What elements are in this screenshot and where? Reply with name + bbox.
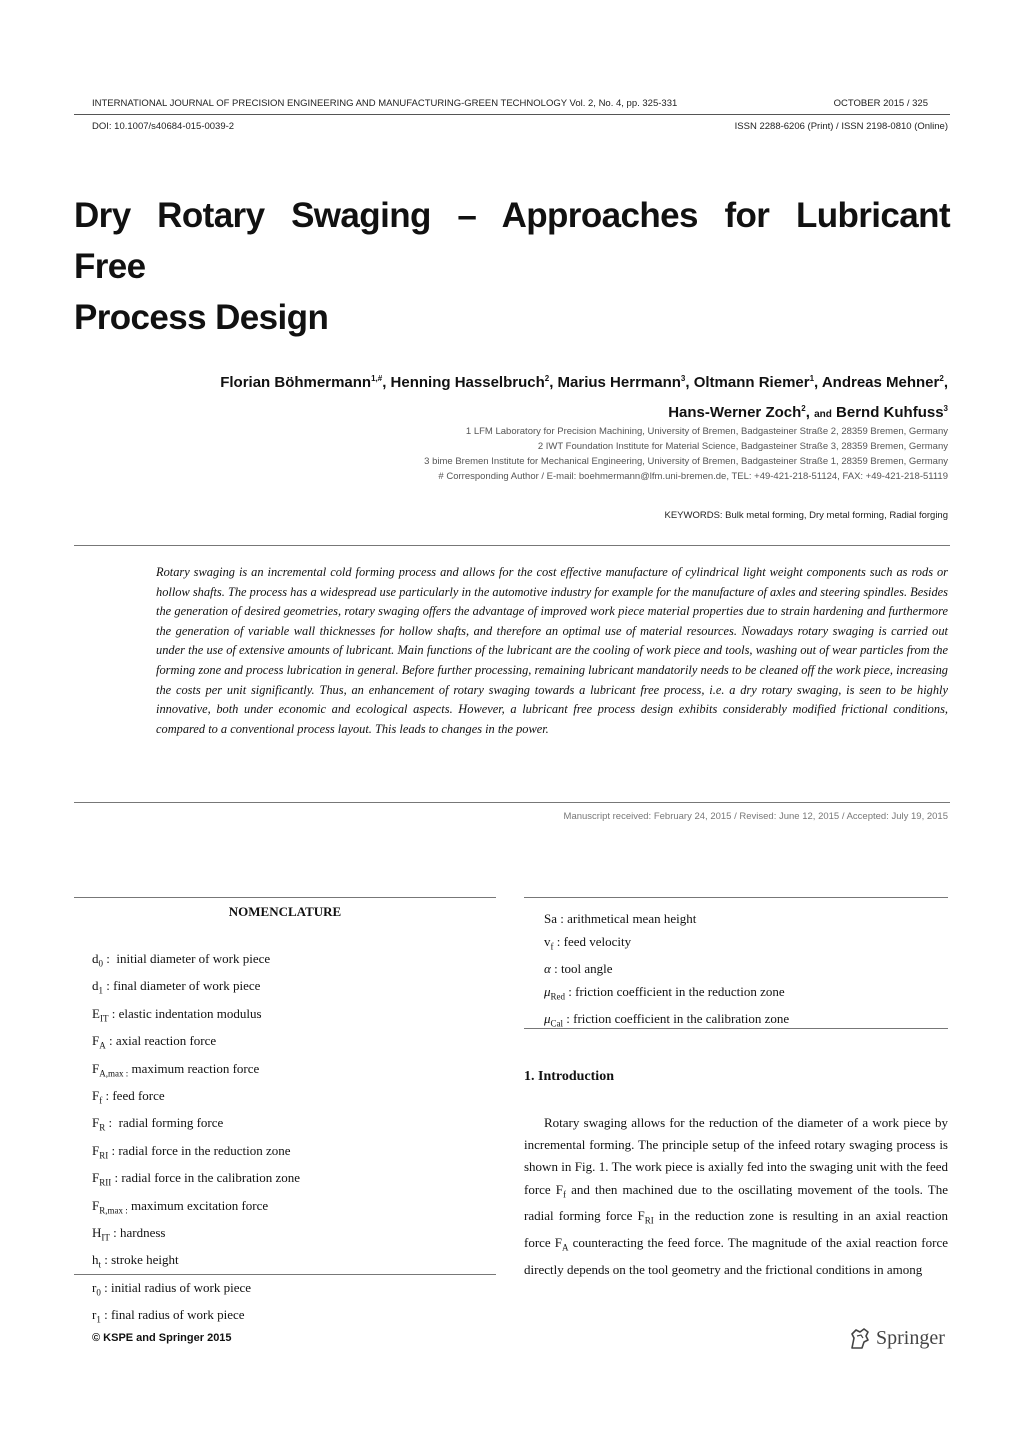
nomenclature-symbol: F: [92, 1142, 100, 1158]
nomenclature-item: [544, 908, 789, 931]
nomenclature-symbol: H: [92, 1224, 102, 1240]
nomenclature-description: : stroke height: [101, 1252, 179, 1268]
nomenclature-description: : initial radius of work piece: [100, 1279, 252, 1295]
nomenclature-description: maximum reaction force: [128, 1060, 260, 1076]
nomenclature-item: [92, 1058, 300, 1085]
nomenclature-symbol: α: [544, 961, 551, 977]
intro-text: in the reduction zone is resulting in an axial reaction force F: [524, 1208, 948, 1251]
affiliation-2: 2 IWT Foundation Institute for Material Science, Badgasteiner Straße 3, 28359 Bremen, Germany: [537, 441, 948, 452]
nomenclature-item: [92, 1140, 300, 1167]
nomenclature-item: [92, 1003, 300, 1030]
nomenclature-bottom-rule: [74, 1274, 496, 1275]
nomenclature-subscript: 1: [98, 985, 103, 996]
nomenclature-description: : final radius of work piece: [100, 1307, 245, 1323]
nomenclature-description: : radial force in the reduction zone: [108, 1142, 291, 1158]
intro-sub: A: [562, 1242, 569, 1253]
nomenclature-item: [92, 1030, 300, 1057]
nomenclature-subscript: 1: [96, 1314, 101, 1325]
nomenclature-symbol: F: [92, 1197, 100, 1213]
abstract: Rotary swaging is an incremental cold forming process and allows for the cost effective manufacture of cylindrical light weight components such as rods or hollow shafts. The process has a widespread use particularly in the automotive industry for example for the manufacture of axles and steering spindles. Besides the generation of desired geometries, rotary swaging offers the advantage of improved work piece material properties due to strain hardening and furthermore the generation of variable wall thicknesses for hollow shafts, and therefore an optimal use of material resources. Nowadays rotary swaging is carried out under the use of extensive amounts of lubricant. Main functions of the lubricant are the cooling of work piece and tools, washing out of wear particles from the forming zone and process lubrication in general. Before further processing, remaining lubricant mandatorily needs to be cleaned off the work piece, increasing the costs per unit significantly. Thus, an enhancement of rotary swaging towards a lubricant free process, i.e. a dry rotary swaging, is seen to be highly innovative, both under economic and ecological aspects. However, a lubricant free process design exhibits considerably modified frictional conditions, compared to a conventional process layout. This leads to changes in the power.: [156, 565, 948, 736]
nomenclature-subscript: R: [99, 1122, 106, 1133]
issn: ISSN 2288-6206 (Print) / ISSN 2198-0810 (Online): [734, 121, 948, 132]
keywords: KEYWORDS: Bulk metal forming, Dry metal forming, Radial forging: [664, 510, 948, 521]
nomenclature-item: [92, 1304, 300, 1331]
author-name: Andreas Mehner: [821, 374, 940, 391]
nomenclature-description: : axial reaction force: [105, 1033, 217, 1049]
nomenclature-subscript: Cal: [550, 1018, 564, 1029]
nomenclature-description: : friction coefficient in the reduction zone: [565, 983, 785, 999]
nomenclature-symbol: F: [92, 1170, 100, 1186]
date-page: OCTOBER 2015 / 325: [833, 98, 928, 109]
author-name: Florian Böhmermann: [220, 374, 372, 391]
author-name: Oltmann Riemer: [693, 374, 810, 391]
nomenclature-item: [544, 1008, 789, 1035]
author-and: and: [814, 409, 832, 420]
nomenclature-item: [92, 1277, 300, 1304]
nomenclature-symbol: F: [92, 1115, 100, 1131]
nomenclature-symbol: v: [544, 933, 551, 949]
author-name: Hans-Werner Zoch: [668, 404, 802, 421]
nomenclature-item: [92, 1222, 300, 1249]
nomenclature-subscript: A: [99, 1040, 106, 1051]
nomenclature-symbol: d: [92, 978, 99, 994]
nomenclature-description: maximum excitation force: [127, 1197, 269, 1213]
author-sup: 3: [943, 404, 948, 413]
introduction-paragraph: [524, 1112, 948, 1281]
nomenclature-description: : radial force in the calibration zone: [111, 1170, 301, 1186]
nomenclature-subscript: f: [550, 941, 554, 952]
doi: DOI: 10.1007/s40684-015-0039-2: [92, 121, 235, 132]
nomenclature-subscript: f: [99, 1095, 103, 1106]
affiliation-1: 1 LFM Laboratory for Precision Machining, University of Bremen, Badgasteiner Straße 2, 28359 Bremen, Germany: [465, 426, 948, 437]
nomenclature-description: : friction coefficient in the calibration zone: [563, 1011, 790, 1027]
header-rule: [74, 114, 950, 115]
springer-horse-icon: [848, 1326, 872, 1352]
nomenclature-subscript: t: [98, 1259, 102, 1270]
corresponding-author: # Corresponding Author / E-mail: boehmermann@lfm.uni-bremen.de, TEL: +49-421-218-51124, FAX: +49-421-218-51119: [438, 471, 948, 482]
nomenclature-item: [544, 931, 789, 958]
author-name: Marius Herrmann: [557, 374, 681, 391]
nomenclature-subscript: IT: [99, 1013, 109, 1024]
author-name: Bernd Kuhfuss: [836, 404, 944, 421]
nomenclature-symbol: E: [92, 1005, 100, 1021]
nomenclature-description: : arithmetical mean height: [557, 911, 697, 926]
paper-title: [74, 190, 950, 343]
abstract-top-rule: [74, 545, 950, 546]
nomenclature-item: [92, 1085, 300, 1112]
nomenclature-symbol: F: [92, 1033, 100, 1049]
right-top-rule: [524, 897, 948, 898]
nomenclature-symbol: r: [92, 1307, 97, 1323]
section-heading: 1. Introduction: [524, 1069, 614, 1084]
nomenclature-subscript: Red: [550, 991, 566, 1002]
nomenclature-item: [92, 1112, 300, 1139]
author-sup: 2: [801, 404, 806, 413]
affiliation-3: 3 bime Bremen Institute for Mechanical Engineering, University of Bremen, Badgasteiner Straße 1, 28359 Bremen, Germany: [424, 456, 948, 467]
title-line-1: Dry Rotary Swaging – Approaches for Lubricant Free: [74, 196, 950, 286]
nomenclature-description: : hardness: [109, 1224, 166, 1240]
nomenclature-description: : initial diameter of work piece: [103, 951, 271, 966]
nomenclature-description: : elastic indentation modulus: [108, 1005, 262, 1021]
nomenclature-subscript: 0: [96, 1287, 101, 1298]
nomenclature-top-rule: [74, 897, 496, 898]
nomenclature-item: [92, 1195, 300, 1222]
intro-text: counteracting the feed force. The magnitude of the axial reaction force directly depends on the tool geometry and the frictional conditions in among: [524, 1235, 948, 1277]
author-name: Henning Hasselbruch: [390, 374, 545, 391]
nomenclature-item: [92, 1249, 300, 1276]
intro-text: and then machined due to the oscillating movement of the tools. The radial forming force F: [524, 1181, 949, 1224]
nomenclature-description: : radial forming force: [105, 1115, 224, 1131]
journal-header: INTERNATIONAL JOURNAL OF PRECISION ENGINEERING AND MANUFACTURING-GREEN TECHNOLOGY Vol. 2, No. 4, pp. 325-331: [92, 98, 678, 109]
title-line-2: Process Design: [74, 298, 329, 337]
nomenclature-item: [544, 958, 789, 981]
author-sup: 1: [809, 374, 815, 383]
manuscript-dates: Manuscript received: February 24, 2015 / Revised: June 12, 2015 / Accepted: July 19, 2015: [563, 811, 948, 822]
nomenclature-symbol: F: [92, 1087, 100, 1103]
intro-sub: f: [563, 1189, 567, 1200]
nomenclature-item: [92, 948, 300, 975]
nomenclature-symbol: d: [92, 951, 99, 966]
intro-text: Rotary swaging allows for the reduction of the diameter of a work piece by incremental forming. The principle setup of the infeed rotary swaging process is shown in Fig. 1. The work piece is axially fed into the swaging unit with the feed force F: [524, 1115, 948, 1197]
author-sup: 2: [939, 374, 944, 383]
author-sup: 3: [680, 374, 686, 383]
nomenclature-description: : feed velocity: [553, 933, 632, 949]
nomenclature-subscript: IT: [101, 1232, 110, 1243]
nomenclature-list-right: [544, 908, 789, 1036]
springer-logo: Springer: [876, 1327, 945, 1349]
nomenclature-title: NOMENCLATURE: [228, 904, 342, 919]
nomenclature-description: : feed force: [102, 1087, 165, 1103]
nomenclature-symbol: r: [92, 1279, 97, 1295]
copyright: © KSPE and Springer 2015: [92, 1332, 232, 1344]
right-bottom-rule: [524, 1028, 948, 1029]
intro-sub: RI: [644, 1216, 654, 1226]
author-sup: 1,#: [371, 374, 383, 383]
author-sup: 2: [544, 374, 550, 383]
nomenclature-subscript: RI: [99, 1150, 109, 1161]
nomenclature-symbol: μ: [544, 1011, 551, 1027]
nomenclature-item: [544, 981, 789, 1008]
nomenclature-symbol: Sa: [544, 911, 557, 926]
nomenclature-subscript: A,max :: [99, 1068, 129, 1079]
nomenclature-item: [92, 1167, 300, 1194]
nomenclature-symbol: μ: [544, 983, 551, 999]
nomenclature-symbol: h: [92, 1252, 99, 1268]
abstract-bottom-rule: [74, 802, 950, 803]
nomenclature-subscript: R,max :: [99, 1205, 128, 1216]
author-list: Florian Böhmermann$^{1,\#}$, Henning Hasselbruch$^2$, Marius Herrmann$^3$, Oltmann Riemer$^1$, Andreas Mehner$^2$, Hans-Werner Zoch$^2$, and Bernd Kuhfuss$^3$: [220, 374, 948, 421]
nomenclature-subscript: 0: [98, 958, 103, 969]
nomenclature-symbol: F: [92, 1060, 100, 1076]
nomenclature-description: : tool angle: [550, 961, 613, 977]
nomenclature-item: [92, 975, 300, 1002]
nomenclature-subscript: RII: [99, 1177, 112, 1188]
nomenclature-description: : final diameter of work piece: [103, 978, 261, 994]
